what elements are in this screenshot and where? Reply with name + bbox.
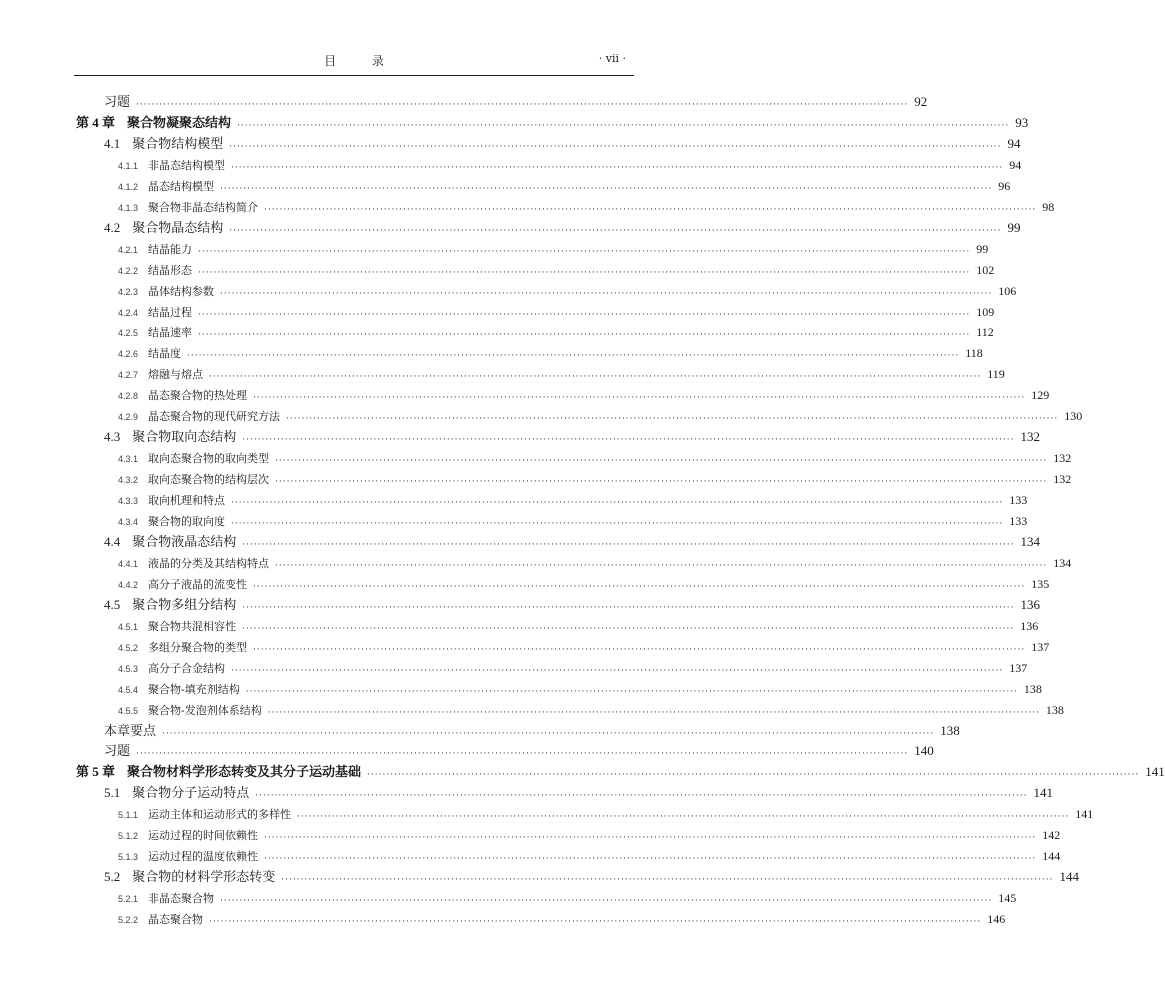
- toc-entry-title: 聚合物凝聚态结构: [127, 115, 232, 131]
- toc-entry-number: 4.5.4: [118, 684, 139, 695]
- toc-subsection-entry[interactable]: [0, 571, 1050, 592]
- toc-entry-heading: [118, 555, 269, 571]
- toc-page-number: 98: [1042, 199, 1055, 214]
- toc-dot-leader: ········································································································································································································: [367, 770, 1140, 781]
- toc-subsection-entry[interactable]: [0, 361, 1005, 383]
- toc-subsection-entry[interactable]: [0, 299, 995, 320]
- toc-page-number: 146: [987, 912, 1006, 927]
- toc-entry-heading: [104, 866, 275, 885]
- toc-subsection-entry[interactable]: [0, 822, 1061, 844]
- toc-entry-heading: [118, 492, 225, 508]
- toc-entry-heading: [118, 848, 258, 864]
- toc-page-number: 135: [1031, 576, 1050, 591]
- toc-subsection-entry[interactable]: [0, 278, 1017, 299]
- toc-subsection-entry[interactable]: [0, 550, 1072, 571]
- toc-page-number: 94: [1007, 135, 1021, 151]
- toc-entry-heading: [118, 387, 247, 403]
- toc-dot-leader: ········································································································································································································: [220, 896, 993, 907]
- toc-entry-number: 5.1: [104, 785, 121, 801]
- toc-dot-leader: ········································································································································································································: [162, 728, 935, 739]
- toc-entry-number: 第 5 章: [76, 764, 116, 780]
- toc-entry-number: 5.2.2: [118, 915, 139, 926]
- toc-entry-title: 聚合物-发泡剂体系结构: [148, 703, 262, 717]
- toc-entry-heading: [104, 91, 130, 110]
- toc-entry-title: 取向机理和特点: [148, 494, 226, 508]
- toc-dot-leader: ········································································································································································································: [242, 623, 1015, 634]
- toc-entry-title: 习题: [104, 95, 131, 110]
- toc-entry-number: 4.5.1: [118, 621, 139, 632]
- toc-entry-heading: [118, 702, 262, 718]
- toc-entry-title: 聚合物-填充剂结构: [148, 682, 240, 696]
- toc-dot-leader: ········································································································································································································: [198, 246, 971, 257]
- toc-page-number: 118: [965, 346, 983, 361]
- toc-entry-heading: [118, 199, 258, 215]
- toc-entry-title: 非晶态结构模型: [148, 158, 226, 172]
- toc-entry-heading: [118, 324, 192, 340]
- toc-section-entry[interactable]: [0, 131, 1021, 152]
- toc-entry-title: 取向态聚合物的取向类型: [148, 452, 270, 466]
- toc-entry-heading: [118, 241, 192, 257]
- toc-dot-leader: ········································································································································································································: [275, 456, 1048, 467]
- toc-page-number: 112: [976, 325, 994, 340]
- toc-dot-leader: ········································································································································································································: [220, 183, 993, 194]
- toc-entry-title: 聚合物结构模型: [132, 136, 224, 152]
- toc-entry-heading: [118, 618, 236, 634]
- toc-page-number: 93: [1015, 114, 1029, 130]
- toc-subsection-entry[interactable]: [0, 445, 1072, 467]
- toc-section-entry[interactable]: [0, 780, 1053, 802]
- toc-entry-number: 4.4.2: [118, 579, 139, 590]
- toc-subsection-entry[interactable]: [0, 906, 1006, 928]
- toc-entry-number: 4.5.2: [118, 642, 139, 653]
- toc-entry-number: 4.3.4: [118, 517, 139, 527]
- toc-entry-number: 4.1: [104, 135, 121, 151]
- toc-page-number: 138: [940, 722, 960, 738]
- toc-entry-heading: [118, 639, 247, 655]
- toc-subsection-entry[interactable]: [0, 487, 1028, 509]
- toc-page-number: 92: [914, 94, 928, 109]
- toc-section-entry[interactable]: [0, 424, 1040, 446]
- toc-entry-number: 4.2.1: [118, 244, 139, 255]
- toc-entry-title: 晶态聚合物的热处理: [148, 389, 248, 403]
- toc-subsection-entry[interactable]: [0, 173, 1011, 194]
- toc-entry-number: 4.2.7: [118, 370, 139, 381]
- toc-entry-title: 运动主体和运动形式的多样性: [148, 808, 292, 822]
- toc-dot-leader: ········································································································································································································: [255, 791, 1028, 802]
- header-page-number: · vii ·: [598, 52, 626, 65]
- toc-dot-leader: ········································································································································································································: [229, 141, 1002, 152]
- toc-dot-leader: ········································································································································································································: [264, 204, 1037, 215]
- toc-section-entry[interactable]: [0, 718, 960, 739]
- toc-page-number: 132: [1053, 451, 1072, 466]
- toc-page-number: 136: [1020, 618, 1039, 633]
- toc-entry-title: 聚合物材料学形态转变及其分子运动基础: [127, 765, 362, 781]
- toc-page-number: 141: [1033, 785, 1053, 801]
- toc-entry-title: 晶态聚合物: [148, 913, 204, 927]
- toc-entry-number: 4.2: [104, 219, 121, 235]
- toc-entry-number: 4.4: [104, 533, 121, 549]
- toc-section-entry[interactable]: [0, 215, 1021, 236]
- toc-dot-leader: ········································································································································································································: [198, 309, 971, 320]
- toc-entry-heading: [104, 720, 156, 739]
- toc-entry-title: 习题: [104, 744, 131, 760]
- toc-page-number: 94: [1009, 157, 1022, 172]
- toc-entry-heading: [118, 471, 269, 487]
- toc-subsection-entry[interactable]: [0, 382, 1050, 404]
- toc-page-number: 132: [1053, 472, 1072, 487]
- toc-dot-leader: ········································································································································································································: [231, 665, 1004, 676]
- toc-subsection-entry[interactable]: [0, 340, 983, 362]
- toc-dot-leader: ········································································································································································································: [297, 812, 1070, 823]
- toc-subsection-entry[interactable]: [0, 152, 1022, 173]
- toc-entry-heading: [118, 450, 269, 466]
- toc-entry-title: 晶态结构模型: [148, 179, 215, 193]
- toc-dot-leader: ········································································································································································································: [253, 393, 1026, 404]
- toc-dot-leader: ········································································································································································································: [275, 560, 1048, 571]
- toc-entry-heading: [118, 178, 214, 194]
- toc-entry-number: 4.1.1: [118, 160, 139, 171]
- toc-dot-leader: ········································································································································································································: [242, 602, 1015, 613]
- toc-entry-heading: [118, 576, 247, 592]
- toc-entry-heading: [118, 911, 203, 927]
- toc-section-entry[interactable]: [0, 592, 1040, 613]
- toc-page-number: 134: [1020, 533, 1040, 549]
- toc-subsection-entry[interactable]: [0, 466, 1072, 488]
- toc-page-number: 130: [1064, 409, 1083, 424]
- toc-entry-title: 运动过程的时间依赖性: [148, 829, 259, 843]
- toc-entry-number: 4.3.1: [118, 454, 139, 465]
- toc-entry-heading: [118, 681, 240, 697]
- toc-dot-leader: ········································································································································································································: [267, 707, 1040, 718]
- toc-entry-heading: [104, 594, 236, 613]
- toc-entry-title: 聚合物的取向度: [148, 515, 226, 528]
- toc-dot-leader: ········································································································································································································: [136, 100, 909, 110]
- toc-entry-title: 液晶的分类及其结构特点: [148, 556, 270, 570]
- toc-subsection-entry[interactable]: [0, 885, 1017, 907]
- toc-entry-title: 结晶速率: [148, 326, 193, 340]
- toc-entry-title: 结晶过程: [148, 305, 193, 319]
- toc-dot-leader: ········································································································································································································: [264, 854, 1037, 865]
- toc-entry-number: 4.2.3: [118, 286, 139, 297]
- toc-entry-title: 结晶形态: [148, 263, 193, 277]
- toc-page-number: 96: [998, 178, 1011, 193]
- toc-page-number: 141: [1145, 764, 1165, 780]
- toc-entry-title: 本章要点: [104, 723, 157, 739]
- toc-dot-leader: ········································································································································································································: [229, 225, 1002, 236]
- toc-entry-title: 高分子合金结构: [148, 661, 226, 675]
- toc-entry-number: 5.1.3: [118, 852, 139, 863]
- toc-entry-number: 5.1.1: [118, 810, 139, 821]
- toc-section-entry[interactable]: [0, 864, 1079, 886]
- toc-entry-heading: [118, 890, 214, 906]
- toc-entry-number: 4.3.3: [118, 496, 139, 507]
- toc-entry-number: 4.2.6: [118, 349, 139, 360]
- toc-entry-title: 聚合物共混相容性: [148, 619, 237, 633]
- toc-entry-heading: [104, 133, 223, 152]
- toc-entry-title: 运动过程的温度依赖性: [148, 850, 259, 864]
- page-header: [74, 52, 634, 74]
- toc-chapter-entry[interactable]: [0, 110, 1029, 131]
- toc-page-number: 144: [1059, 869, 1079, 885]
- toc-entry-number: 5.2.1: [118, 894, 139, 905]
- toc-subsection-entry[interactable]: [0, 508, 1028, 529]
- toc-dot-leader: ········································································································································································································: [209, 917, 982, 928]
- toc-entry-title: 聚合物的材料学形态转变: [132, 870, 276, 886]
- toc-entry-number: 4.2.8: [118, 391, 139, 402]
- toc-entry-title: 聚合物分子运动特点: [132, 786, 250, 802]
- toc-chapter-entry[interactable]: [0, 759, 1165, 781]
- toc-subsection-entry[interactable]: [0, 655, 1028, 676]
- toc-entry-title: 取向态聚合物的结构层次: [148, 473, 270, 487]
- toc-entry-number: 4.1.2: [118, 181, 139, 192]
- toc-entry-number: 4.5: [104, 596, 121, 612]
- toc-entry-title: 非晶态聚合物: [148, 892, 215, 906]
- toc-page-number: 119: [987, 367, 1005, 382]
- toc-entry-number: 4.3.2: [118, 475, 139, 486]
- toc-page-number: 144: [1042, 849, 1061, 864]
- toc-entry-heading: [118, 827, 258, 843]
- toc-entry-number: 4.2.5: [118, 328, 139, 339]
- toc-subsection-entry[interactable]: [0, 634, 1050, 655]
- toc-page-number: 109: [976, 304, 995, 319]
- toc-dot-leader: ········································································································································································································: [209, 372, 982, 383]
- toc-entry-number: 4.2.2: [118, 265, 139, 276]
- toc-entry-heading: [104, 782, 249, 801]
- toc-dot-leader: ········································································································································································································: [237, 120, 1010, 131]
- toc-entry-title: 高分子液晶的流变性: [148, 577, 248, 591]
- toc-entry-number: 4.3: [104, 429, 121, 445]
- toc-subsection-entry[interactable]: [0, 319, 994, 341]
- toc-dot-leader: ········································································································································································································: [242, 435, 1015, 446]
- toc-dot-leader: ········································································································································································································: [231, 498, 1004, 509]
- toc-entry-number: 4.5.3: [118, 663, 139, 674]
- toc-dot-leader: ········································································································································································································: [253, 644, 1026, 655]
- toc-page-number: 133: [1009, 493, 1028, 508]
- toc-subsection-entry[interactable]: [0, 257, 995, 278]
- toc-entry-title: 多组分聚合物的类型: [148, 640, 248, 654]
- toc-page-number: 138: [1023, 681, 1042, 696]
- toc-entry-heading: [118, 513, 225, 529]
- toc-page-number: 129: [1031, 388, 1050, 403]
- header-title: 目 录: [324, 54, 400, 68]
- toc-dot-leader: ········································································································································································································: [253, 581, 1026, 592]
- toc-page-number: 145: [998, 891, 1017, 906]
- toc-subsection-entry[interactable]: [0, 697, 1064, 718]
- toc-entry-heading: [104, 426, 236, 445]
- toc-entry-heading: [118, 262, 192, 278]
- toc-page-number: 99: [1007, 219, 1021, 235]
- toc-page-number: 138: [1045, 702, 1064, 717]
- header-rule: [74, 75, 634, 76]
- toc-subsection-entry[interactable]: [0, 676, 1042, 697]
- toc-section-entry[interactable]: [0, 529, 1040, 550]
- toc-entry-heading: [118, 366, 203, 382]
- toc-entry-heading: [118, 408, 280, 424]
- toc-dot-leader: ········································································································································································································: [286, 414, 1059, 425]
- toc-section-entry[interactable]: [0, 89, 928, 110]
- toc-entry-title: 聚合物多组分结构: [132, 597, 237, 613]
- toc-page-number: 99: [976, 241, 989, 256]
- toc-entry-heading: [76, 761, 361, 780]
- toc-page-number: 141: [1075, 807, 1094, 822]
- toc-entry-heading: [118, 304, 192, 320]
- toc-dot-leader: ········································································································································································································: [220, 288, 993, 299]
- toc-page-number: 142: [1042, 828, 1061, 843]
- toc-subsection-entry[interactable]: [0, 236, 989, 257]
- toc-entry-heading: [76, 112, 231, 131]
- toc-entry-title: 晶体结构参数: [148, 284, 215, 298]
- toc-entry-number: 4.2.9: [118, 412, 139, 423]
- toc-subsection-entry[interactable]: [0, 403, 1083, 425]
- toc-entry-heading: [118, 283, 214, 299]
- toc-entry-heading: [118, 806, 291, 822]
- toc-entry-heading: [118, 157, 225, 173]
- toc-entry-title: 熔融与熔点: [148, 368, 204, 382]
- toc-entry-heading: [104, 531, 236, 550]
- toc-entry-title: 聚合物晶态结构: [132, 220, 224, 236]
- toc-dot-leader: ········································································································································································································: [231, 162, 1004, 173]
- toc-page-number: 132: [1020, 429, 1040, 445]
- toc-entry-heading: [104, 740, 130, 759]
- toc-entry-title: 结晶能力: [148, 242, 193, 256]
- toc-dot-leader: ········································································································································································································: [198, 330, 971, 341]
- toc-page-number: 136: [1020, 596, 1040, 612]
- toc-subsection-entry[interactable]: [0, 843, 1061, 865]
- toc-page-number: 137: [1031, 639, 1050, 654]
- toc-entry-number: 5.1.2: [118, 831, 139, 842]
- toc-entry-heading: [118, 660, 225, 676]
- toc-entry-number: 4.2.4: [118, 307, 139, 318]
- toc-dot-leader: ········································································································································································································: [281, 875, 1054, 886]
- toc-dot-leader: ········································································································································································································: [264, 833, 1037, 844]
- toc-dot-leader: ········································································································································································································: [242, 539, 1015, 550]
- toc-dot-leader: ········································································································································································································: [231, 519, 1004, 529]
- toc-page-number: 140: [914, 743, 934, 759]
- toc-subsection-entry[interactable]: [0, 613, 1039, 634]
- toc-dot-leader: ········································································································································································································: [245, 686, 1018, 697]
- toc-entry-number: 第 4 章: [76, 114, 116, 130]
- toc-entry-title: 聚合物液晶态结构: [132, 534, 237, 550]
- toc-dot-leader: ········································································································································································································: [198, 267, 971, 278]
- toc-section-entry[interactable]: [0, 738, 934, 760]
- toc-entry-title: 晶态聚合物的现代研究方法: [148, 410, 281, 424]
- toc-page-number: 106: [998, 283, 1017, 298]
- toc-entry-number: 4.1.3: [118, 202, 139, 213]
- toc-dot-leader: ········································································································································································································: [187, 351, 960, 362]
- toc-page-number: 137: [1009, 660, 1028, 675]
- toc-entry-title: 结晶度: [148, 347, 182, 361]
- toc-entry-heading: [118, 345, 181, 361]
- toc-dot-leader: ········································································································································································································: [136, 749, 909, 760]
- toc-entry-title: 聚合物取向态结构: [132, 430, 237, 446]
- toc-page-number: 133: [1009, 514, 1028, 528]
- toc-entry-number: 5.2: [104, 869, 121, 885]
- toc-page-number: 134: [1053, 555, 1072, 570]
- toc-entry-number: 4.5.5: [118, 705, 139, 716]
- toc-dot-leader: ········································································································································································································: [275, 477, 1048, 488]
- toc-entry-title: 聚合物非晶态结构简介: [148, 200, 259, 214]
- toc-subsection-entry[interactable]: [0, 194, 1055, 215]
- toc-entry-number: 4.4.1: [118, 558, 139, 569]
- toc-page-number: 102: [976, 262, 995, 277]
- toc-subsection-entry[interactable]: [0, 801, 1094, 823]
- toc-entry-heading: [104, 217, 223, 236]
